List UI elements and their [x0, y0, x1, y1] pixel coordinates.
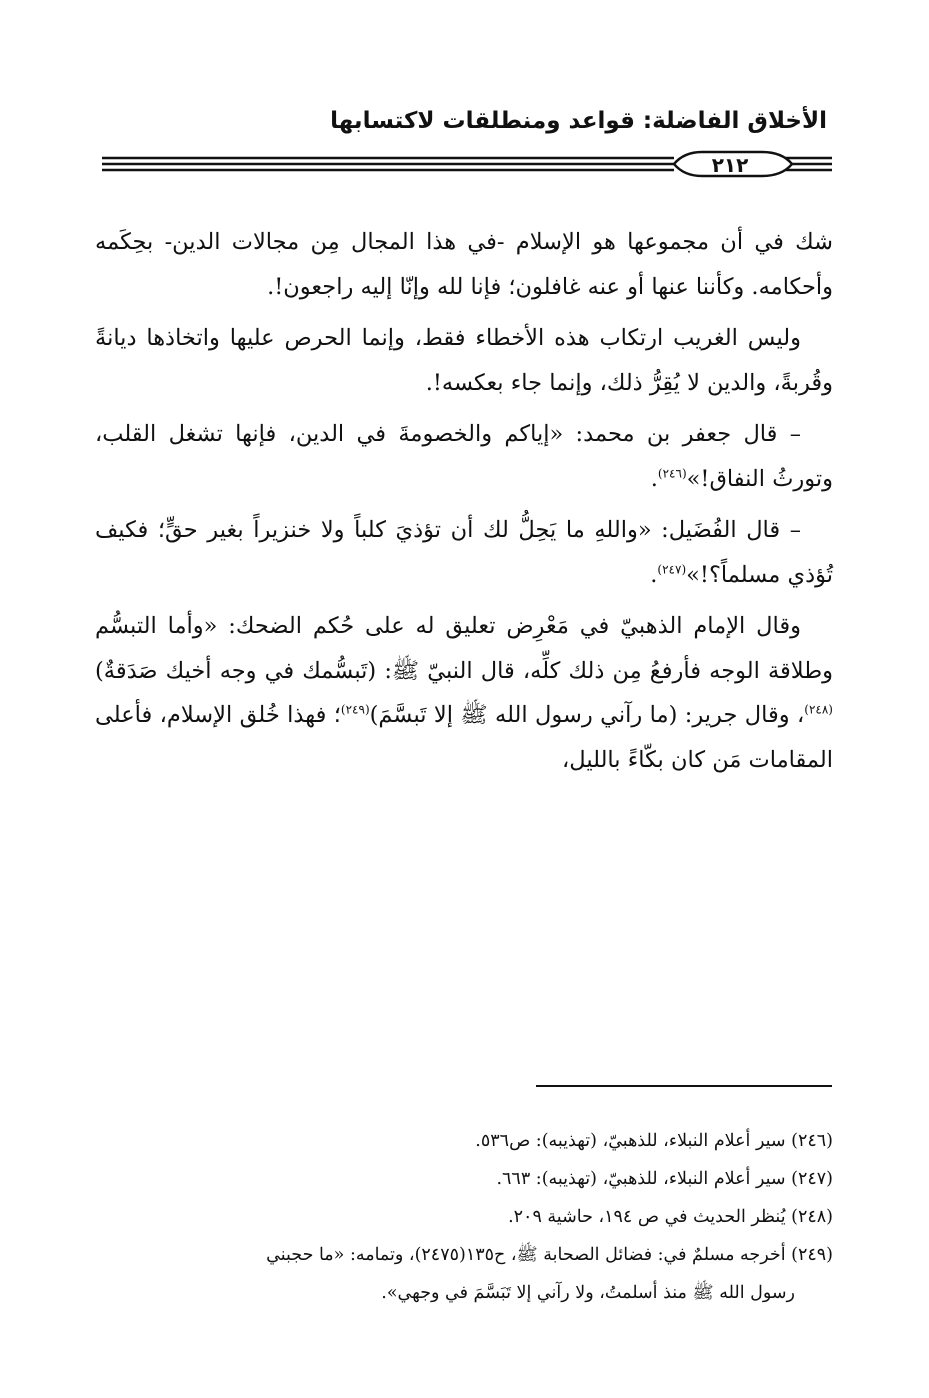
footnote-248: (٢٤٨) يُنظر الحديث في ص ١٩٤، حاشية ٢٠٩.: [508, 1207, 833, 1227]
quote-fudayl: – قال الفُضَيل: «واللهِ ما يَحِلُّ لك أن تؤذيَ كلباً ولا خنزيراً بغير حقٍّ؛ فكيف تُؤذي مسلماً؟!»$^{(٢٤٧)}$.: [95, 517, 833, 588]
footnote-separator: [536, 1085, 832, 1087]
paragraph-dhahabi: وقال الإمام الذهبيّ في مَعْرِض تعليق له على حُكم الضحك: «وأما التبسُّم وطلاقة الوجه فأرفعُ مِن ذلك كلِّه، قال النبيّ ﷺ: (تَبسُّمك في وجه أخيك صَدَقةٌ)$^{(٢٤٨)}$، وقال جرير: (ما رآني رسول الله ﷺ إلا تَبسَّمَ)$^{(٢٤٩)}$؛ فهذا خُلق الإسلام، فأعلى المقامات مَن كان بكّاءً بالليل،: [95, 613, 833, 773]
footnote-249-continuation: رسول الله ﷺ منذ أسلمتُ، ولا رآني إلا تَبَسَّمَ في وجهي».: [381, 1283, 795, 1303]
running-header-title: الأخلاق الفاضلة: قواعد ومنطلقات لاكتسابها: [330, 108, 827, 134]
footnote-247: (٢٤٧) سير أعلام النبلاء، للذهبيّ، (تهذيبه): ٦٦٣.: [496, 1169, 833, 1189]
footnote-ref-247[interactable]: (٢٤٧): [657, 562, 687, 576]
footnote-ref-248[interactable]: (٢٤٨): [804, 702, 833, 717]
paragraph: وليس الغريب ارتكاب هذه الأخطاء فقط، وإنما الحرص عليها واتخاذها ديانةً وقُربةً، والدين لا يُقِرُّ ذلك، وإنما جاء بعكسه!.: [95, 325, 833, 396]
page-number: ٢١٢: [711, 153, 749, 177]
footnote-ref-246[interactable]: (٢٤٦): [657, 466, 687, 480]
footnote-246: (٢٤٦) سير أعلام النبلاء، للذهبيّ، (تهذيبه): ص٥٣٦.: [475, 1131, 833, 1151]
footnotes: [95, 1122, 833, 1312]
footnote-249: (٢٤٩) أخرجه مسلمٌ في: فضائل الصحابة ﷺ، ح١٣٥(٢٤٧٥)، وتمامه: «ما حجبني: [266, 1245, 833, 1265]
main-text: [95, 220, 833, 789]
paragraph-continuation: شك في أن مجموعها هو الإسلام -في هذا المجال مِن مجالات الدين- بحِكَمه وأحكامه. وكأننا عنها أو عنه غافلون؛ فإنا لله وإنّا إليه راجعون!.: [95, 229, 833, 300]
footnote-ref-249[interactable]: (٢٤٩): [340, 702, 370, 717]
quote-jafar: – قال جعفر بن محمد: «إياكم والخصومةَ في الدين، فإنها تشغل القلب، وتورثُ النفاق!»$^{(٢٤٦)}$.: [95, 421, 833, 492]
